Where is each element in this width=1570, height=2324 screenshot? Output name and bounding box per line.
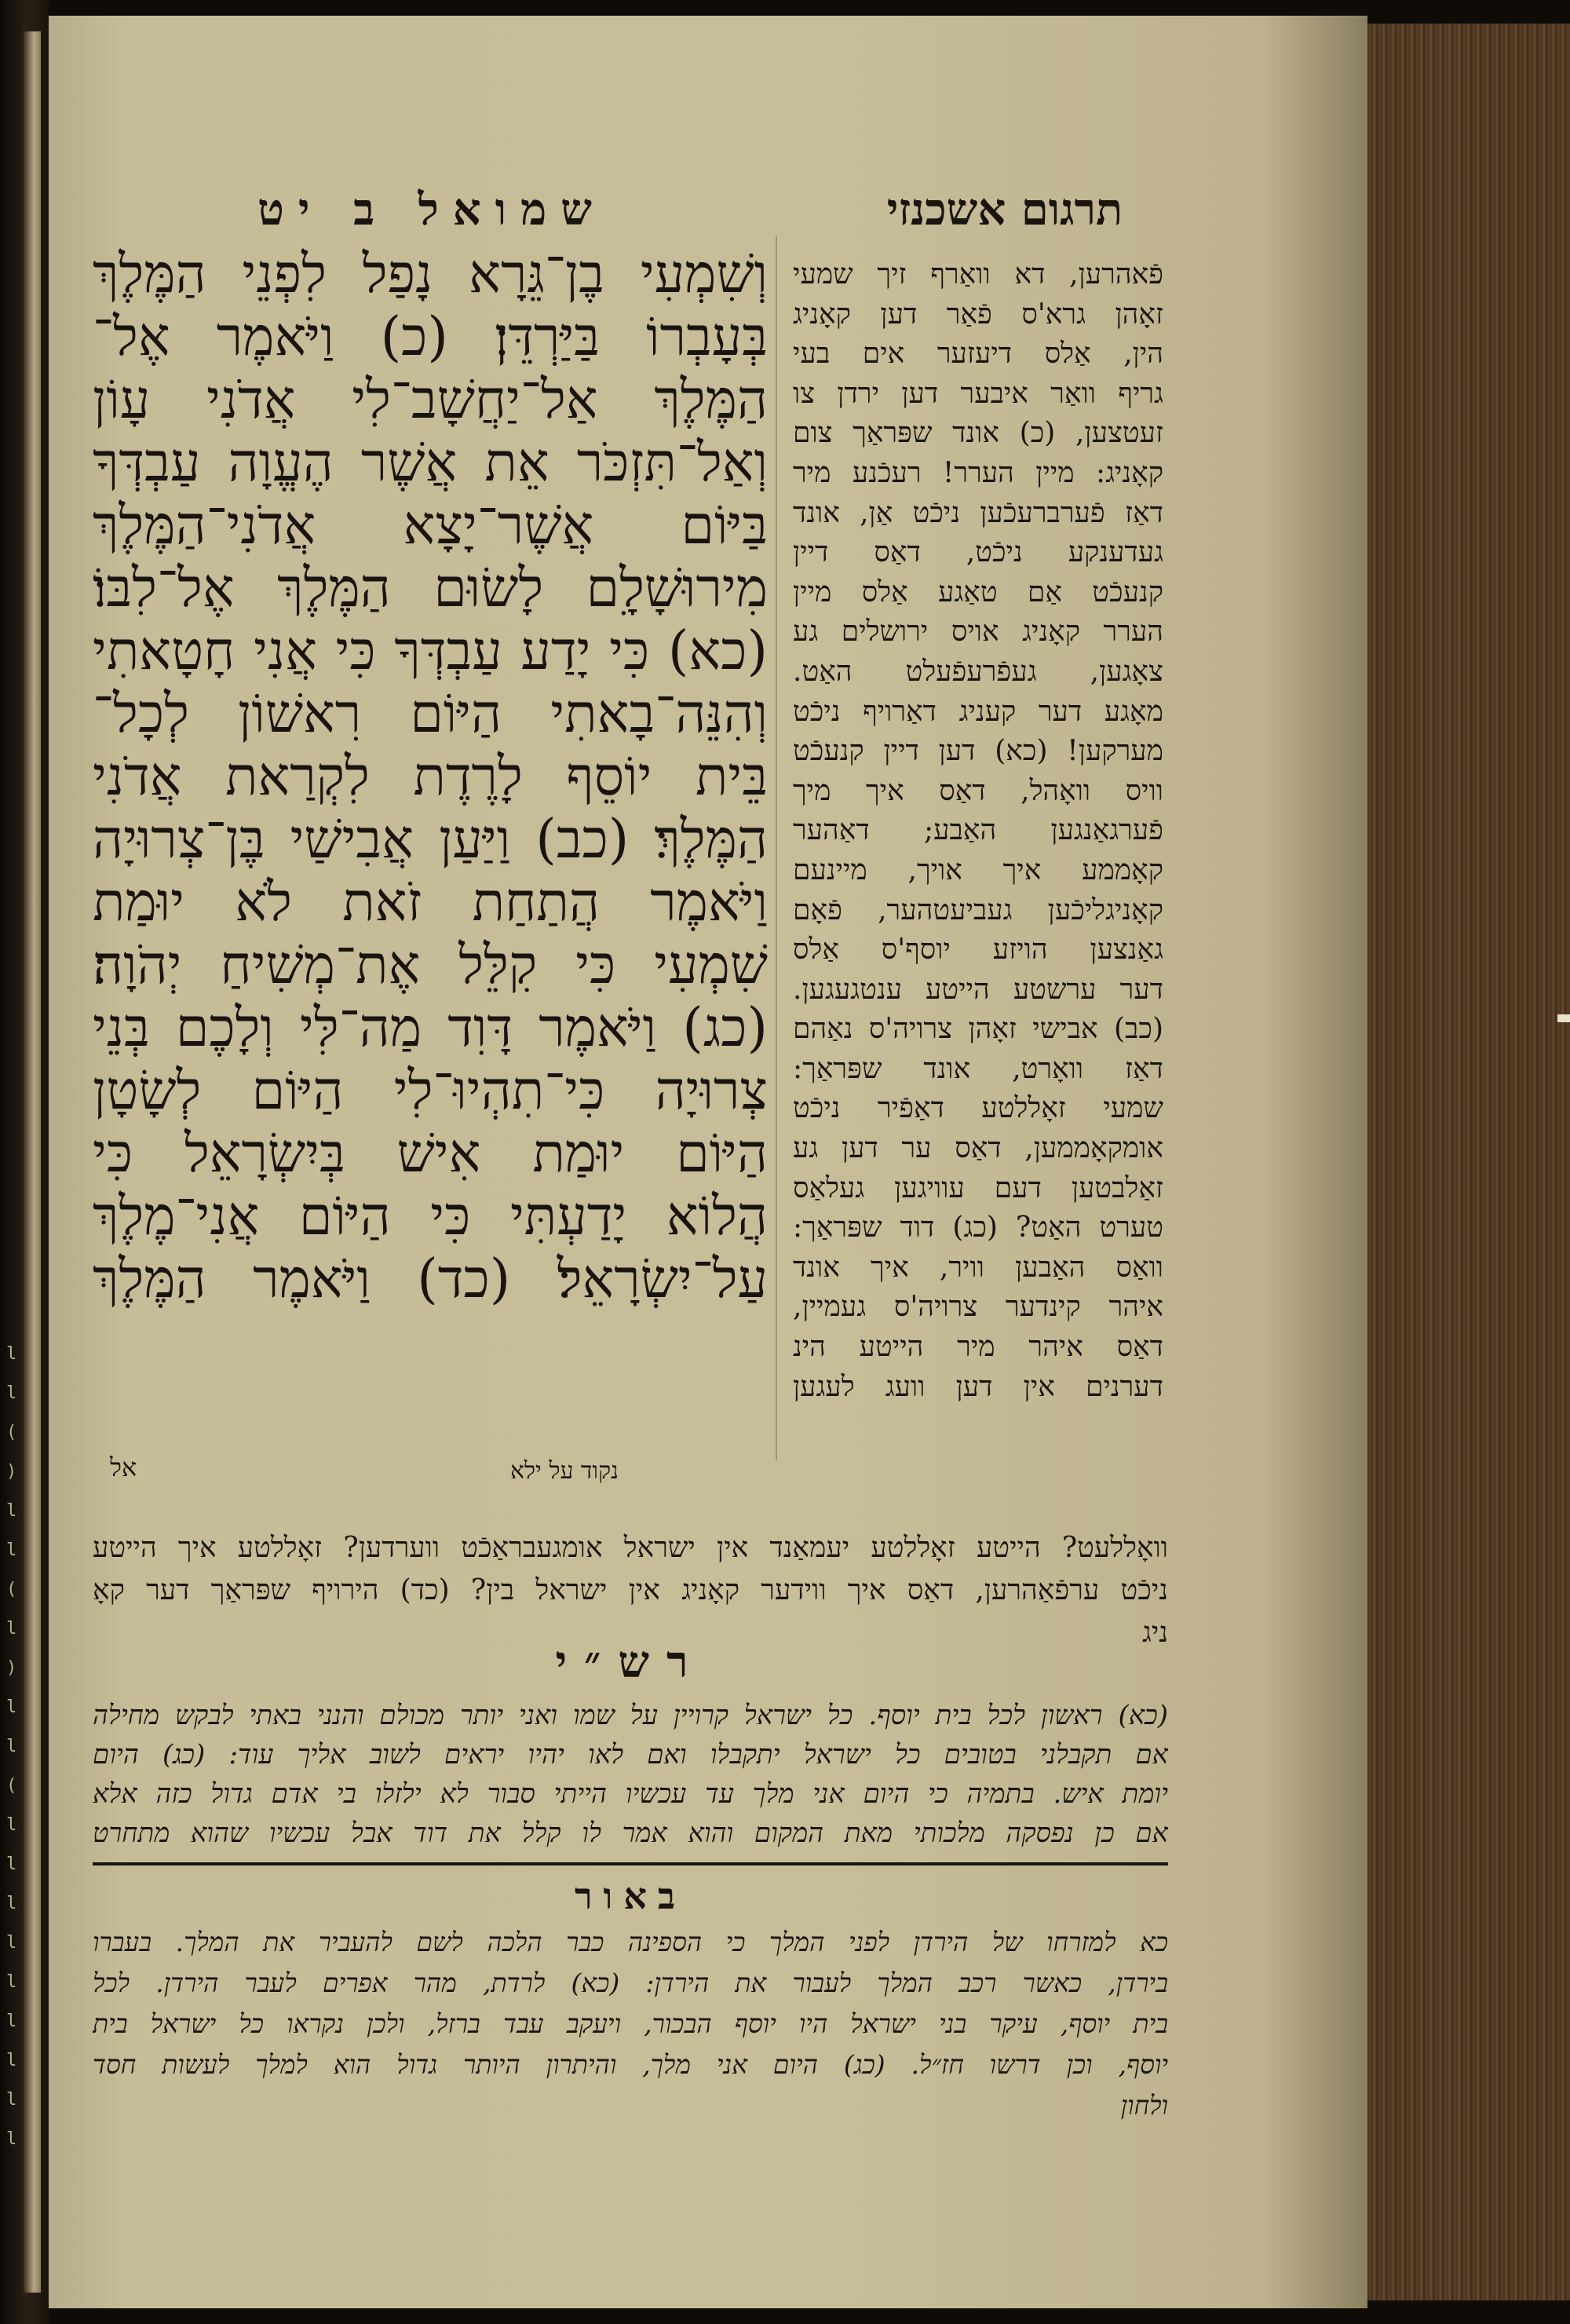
margin-mark: l: [6, 1737, 17, 1756]
translation-line: דערנים אין דען וועג לעגען: [793, 1370, 1163, 1403]
main-text-line: הֲלוֹא יָדַעְתִּי כִּי הַיּוֹם אֲנִי־מֶלֶךְ: [93, 1186, 768, 1248]
biur-commentary: [93, 1922, 1168, 2126]
translation-line: דאַז פֿערברעכֿען ניכֿט אַן, אונד: [793, 496, 1163, 529]
translation-line: אומקאָממען, דאַס ער דען גע: [793, 1132, 1163, 1165]
margin-mark: l: [6, 1854, 17, 1874]
translation-line: מערקען! (כא) דען דיין קנעכֿט: [793, 735, 1163, 768]
main-text-line: וַיֹּאמֶר הֲתַחַת זֹאת לֹא יוּמַת: [93, 872, 768, 934]
margin-mark: l: [6, 2012, 17, 2031]
translation-line: קאָניגליכֿען געביעטהער, פֿאָם: [793, 893, 1163, 926]
main-text-line: (כא) כִּי יָדַע עַבְדְּךָ כִּי אֲנִי חָטָאתִי: [93, 620, 768, 682]
main-text-line: (כג) וַיֹּאמֶר דָּוִד מַה־לִּי וְלָכֶם בְּנֵי: [93, 997, 768, 1059]
main-text-line: עַל־יִשְׂרָאֵל׃ (כד) וַיֹּאמֶר הַמֶּלֶךְ: [93, 1248, 768, 1310]
page-marker: [1557, 1014, 1570, 1022]
translation-line: וואַס האַבען וויר, איך אונד: [793, 1251, 1163, 1284]
binding-gutter: [0, 0, 49, 2324]
margin-mark: l: [6, 1815, 17, 1835]
translation-line: צאָגען, געפֿרעפֿעלט האַט.: [793, 655, 1163, 688]
translation-line: מאָגע דער קעניג דאַרויף ניכֿט: [793, 695, 1163, 728]
main-text-line: מִירוּשָׁלָ͏ִם לָשׂוּם הַמֶּלֶךְ אֶל־לִבּוֹ׃: [93, 557, 768, 619]
margin-mark: l: [6, 2090, 17, 2110]
translation-line: דאַס איהר מיר הייטע הינ: [793, 1331, 1163, 1364]
catchword: אל: [110, 1452, 137, 1482]
translation-line: וויס וואָהל, דאַס איך מיך: [793, 774, 1163, 807]
translation-line: פֿאהרען, דא וואַרף זיך שמעי: [793, 258, 1163, 290]
translation-line: וואָללעט? הייטע זאָללטע יעמאַנד אין ישראל אומגעבראַכֿט ווערדען? זאָללטע איך הייטע: [93, 1532, 1168, 1564]
margin-mark: l: [6, 1933, 17, 1953]
translation-line: הין, אַלס דיעזער אים בעי: [793, 338, 1163, 371]
translation-line: דאַז וואָרט, אונד שפּראַך:: [793, 1052, 1163, 1085]
margin-mark: l: [6, 1540, 17, 1560]
biur-line: יוסף, וכן דרשו חז״ל. (כג) היום אני מלך, והיתרון היותר גדול הוא למלך לעשות חסד: [93, 2049, 1168, 2080]
margin-mark: (: [6, 1580, 17, 1599]
translation-line: זעטצען, (כ) אונד שפּראַך צום: [793, 417, 1163, 450]
translation-line: קאָניג: מיין הערר! רעכֿנע מיר: [793, 456, 1163, 489]
translation-line: געדענקע ניכֿט, דאַס דיין: [793, 536, 1163, 569]
translation-line: הערר קאָניג אויס ירושלים גע: [793, 616, 1163, 649]
margin-mark: l: [6, 1344, 17, 1364]
main-text-line: וְהִנֵּה־בָאתִי הַיּוֹם רִאשׁוֹן לְכָל־: [93, 683, 768, 745]
rashi-commentary: [93, 1696, 1168, 1853]
translation-line: קנעכֿט אַם טאַגע אַלס מיין: [793, 576, 1163, 608]
margin-mark: (: [6, 1776, 17, 1796]
rashi-heading: רש״י: [555, 1636, 706, 1688]
translation-line: פֿערגאַנגען האַבע; דאַהער: [793, 814, 1163, 847]
main-text-line: הַיּוֹם יוּמַת אִישׁ בְּיִשְׂרָאֵל כִּי: [93, 1123, 768, 1185]
margin-mark: (: [6, 1423, 17, 1442]
main-text-line: בַּיּוֹם אֲשֶׁר־יָצָא אֲדֹנִי־הַמֶּלֶךְ: [93, 495, 768, 557]
section-rule: [93, 1862, 1168, 1865]
rashi-line: אם תקבלני בטובים כל ישראל יתקבלו ואם לאו יהיו יראים לשוב אליך עוד: (כג) היום: [93, 1739, 1168, 1770]
translation-line: קאָממע איך אויך, מיינעם: [793, 853, 1163, 886]
translation-line: ניג: [1141, 1617, 1168, 1649]
biur-line: ולחון: [1120, 2090, 1168, 2121]
translation-line: זאַלבטען דעם עוויגען געלאַס: [793, 1171, 1163, 1204]
margin-mark: l: [6, 1501, 17, 1521]
nikkud-note: נקוד על ילא: [510, 1457, 619, 1485]
main-text-line: בְּעָבְרוֹ בַּיַּרְדֵּן׃ (כ) וַיֹּאמֶר אֶל־: [93, 306, 768, 368]
margin-mark: ): [6, 1658, 17, 1678]
translation-line: טערט האַט? (כג) דוד שפּראַך:: [793, 1211, 1163, 1244]
margin-mark: l: [6, 1383, 17, 1403]
translation-line: שמעי זאָללטע דאַפֿיר ניכֿט: [793, 1092, 1163, 1125]
facing-page-edge: [24, 31, 41, 2293]
translation-line: גאַנצען הויזע יוסף'ס אַלס: [793, 934, 1163, 967]
biur-line: כא למזרחו של הירדן לפני המלך כי הספינה כבר הלכה לשם להעביר את המלך. בעברו: [93, 1927, 1168, 1957]
margin-mark: l: [6, 1894, 17, 1913]
main-text-line: צְרוּיָה כִּי־תִהְיוּ־לִי הַיּוֹם לְשָׂטָן: [93, 1060, 768, 1122]
translation-line: דער ערשטע הייטע ענטגעגען.: [793, 973, 1163, 1006]
biur-line: בית יוסף, עיקר בני ישראל היו יוסף הבכור, ויעקב עבד ברזל, ולכן נקראו כל ישראל בית: [93, 2008, 1168, 2039]
margin-mark: l: [6, 2051, 17, 2070]
fore-edge-page-stack: [1367, 24, 1570, 2300]
rashi-line: אם כן נפסקה מלכותי מאת המקום והוא אמר לו קלל את דוד אבל עכשיו שהוא מתחרט: [93, 1818, 1168, 1849]
column-divider: [776, 236, 777, 1460]
translation-line: גריף וואַר איבער דען ירדן צו: [793, 377, 1163, 410]
main-text-line: בֵּית יוֹסֵף לָרֶדֶת לִקְרַאת אֲדֹנִי: [93, 746, 768, 808]
translation-line: (כב) אבישי זאָהן צרויה'ס נאַהם: [793, 1013, 1163, 1046]
rashi-line: יומת איש. בתמיה כי היום אני מלך עד עכשיו הייתי סבור לא ילזלו בי אדם גדול כזה אלא: [93, 1778, 1168, 1810]
translation-line: איהר קינדער צרויה'ס געמיין,: [793, 1291, 1163, 1324]
main-text-line: וְשִׁמְעִי בֶן־גֵּרָא נָפַל לִפְנֵי הַמֶּלֶךְ: [93, 243, 768, 305]
margin-mark: ): [6, 1462, 17, 1482]
main-hebrew-text: [93, 243, 768, 1311]
translation-column: [793, 255, 1163, 1407]
running-head-book-title: שמואל ב יט: [257, 184, 606, 236]
margin-mark: l: [6, 1697, 17, 1717]
biur-line: בירדן, כאשר רכב המלך לעבור את הירדן: (כא) לרדת, מהר אפרים לעבר הירדן. לכל: [93, 1968, 1168, 1998]
main-text-line: הַמֶּלֶךְ אַל־יַחֲשָׁב־לִי אֲדֹנִי עָוֹן: [93, 369, 768, 431]
translation-line: ניכֿט ערפֿאַהרען, דאַס איך ווידער קאָניג אין ישראל בין? (כד) הירויף שפּראַך דער קאָ: [93, 1574, 1168, 1606]
margin-mark: l: [6, 2129, 17, 2149]
main-text-line: שִׁמְעִי כִּי קִלֵּל אֶת־מְשִׁיחַ יְהֹוָה׃: [93, 934, 768, 996]
margin-mark: l: [6, 1619, 17, 1639]
running-head-translation-title: תרגום אשכנזי: [886, 184, 1123, 236]
main-text-line: הַמֶּלֶךְ׃ (כב) וַיַּעַן אֲבִישַׁי בֶּן־צְרוּיָה: [93, 809, 768, 871]
rashi-line: (כא) ראשון לכל בית יוסף. כל ישראל קרויין על שמו ואני יותר מכולם והנני באתי לבקש מחילה: [93, 1700, 1168, 1731]
facing-page-margin-marks: [6, 1335, 22, 2277]
margin-mark: l: [6, 1972, 17, 1992]
biur-heading: באור: [574, 1875, 687, 1917]
main-text-line: וְאַל־תִּזְכֹּר אֵת אֲשֶׁר הֶעֱוָה עַבְדְּךָ: [93, 432, 768, 494]
translation-line: זאָהן גרא'ס פֿאַר דען קאָניג: [793, 298, 1163, 331]
